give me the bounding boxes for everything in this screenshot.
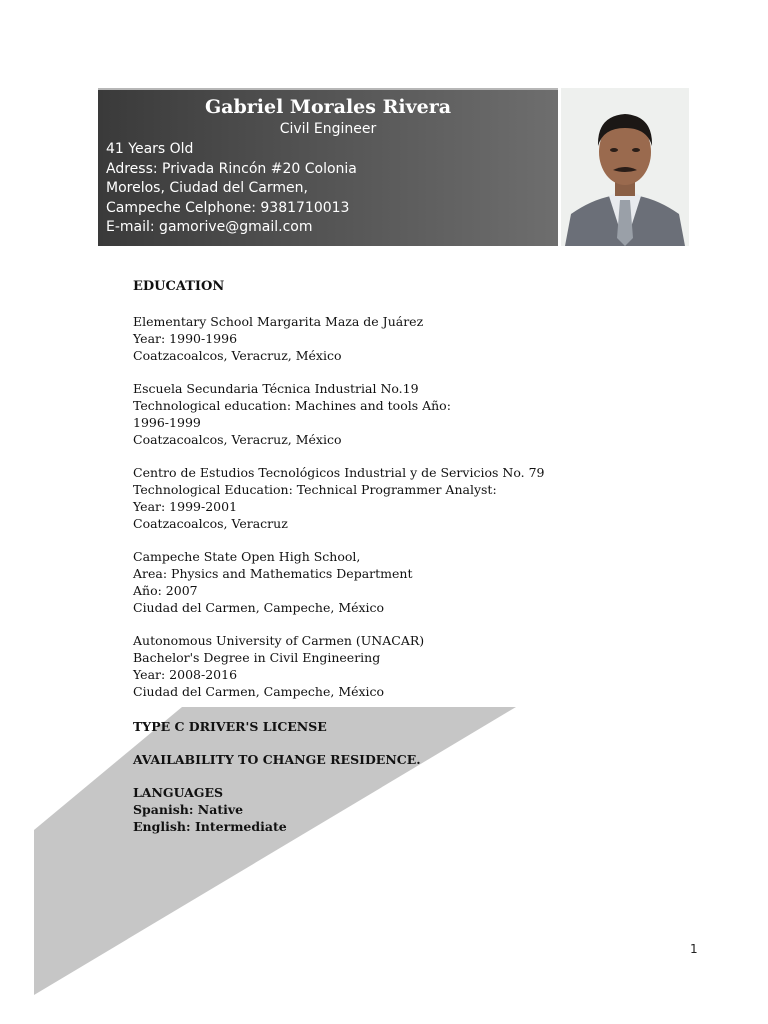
address-line-2: Morelos, Ciudad del Carmen,	[106, 180, 308, 196]
education-line: Year: 2008-2016	[133, 667, 238, 682]
education-line: Year: 1990-1996	[133, 331, 238, 346]
drivers-license: TYPE C DRIVER'S LICENSE	[133, 719, 327, 734]
profile-photo	[561, 88, 689, 246]
education-line: Ciudad del Carmen, Campeche, México	[133, 600, 385, 615]
spacer	[133, 768, 633, 784]
language-english: English: Intermediate	[133, 819, 287, 834]
education-heading: EDUCATION	[133, 279, 225, 294]
phone-line: Campeche Celphone: 9381710013	[106, 199, 350, 216]
education-entry-1	[133, 313, 633, 364]
education-line: Centro de Estudios Tecnológicos Industrial y de Servicios No. 79	[133, 465, 545, 480]
education-line: Coatzacoalcos, Veracruz	[133, 516, 288, 531]
availability-statement: AVAILABILITY TO CHANGE RESIDENCE.	[133, 752, 421, 767]
email-line: E-mail: gamorive@gmail.com	[106, 219, 313, 235]
candidate-name: Gabriel Morales Rivera	[204, 96, 452, 118]
education-line: Coatzacoalcos, Veracruz, México	[133, 432, 342, 447]
address-line-1: Adress: Privada Rincón #20 Colonia	[106, 160, 357, 177]
spacer	[133, 735, 633, 751]
education-line: Año: 2007	[133, 583, 198, 598]
age-line: 41 Years Old	[106, 141, 194, 157]
education-line: Bachelor's Degree in Civil Engineering	[133, 650, 381, 665]
header-banner	[98, 88, 558, 246]
education-line: Technological Education: Technical Programmer Analyst:	[133, 482, 497, 497]
resume-body	[133, 277, 633, 835]
language-spanish: Spanish: Native	[133, 802, 244, 817]
education-line: 1996-1999	[133, 415, 201, 430]
education-line: Campeche State Open High School,	[133, 549, 361, 564]
education-line: Year: 1999-2001	[133, 499, 238, 514]
education-entry-5	[133, 632, 633, 700]
education-entry-2	[133, 380, 633, 448]
education-line: Coatzacoalcos, Veracruz, México	[133, 348, 342, 363]
languages-heading: LANGUAGES	[133, 785, 224, 800]
education-line: Area: Physics and Mathematics Department	[133, 566, 413, 581]
contact-info	[106, 140, 554, 238]
education-line: Escuela Secundaria Técnica Industrial No.19	[133, 381, 419, 396]
page-number: 1	[690, 942, 698, 956]
education-line: Autonomous University of Carmen (UNACAR)	[133, 633, 425, 648]
education-entry-4	[133, 548, 633, 616]
portrait-icon	[561, 88, 689, 246]
candidate-title: Civil Engineer	[279, 121, 377, 137]
education-entry-3	[133, 464, 633, 532]
education-line: Elementary School Margarita Maza de Juárez	[133, 314, 424, 329]
education-line: Ciudad del Carmen, Campeche, México	[133, 684, 385, 699]
education-line: Technological education: Machines and tools Año:	[133, 398, 451, 413]
